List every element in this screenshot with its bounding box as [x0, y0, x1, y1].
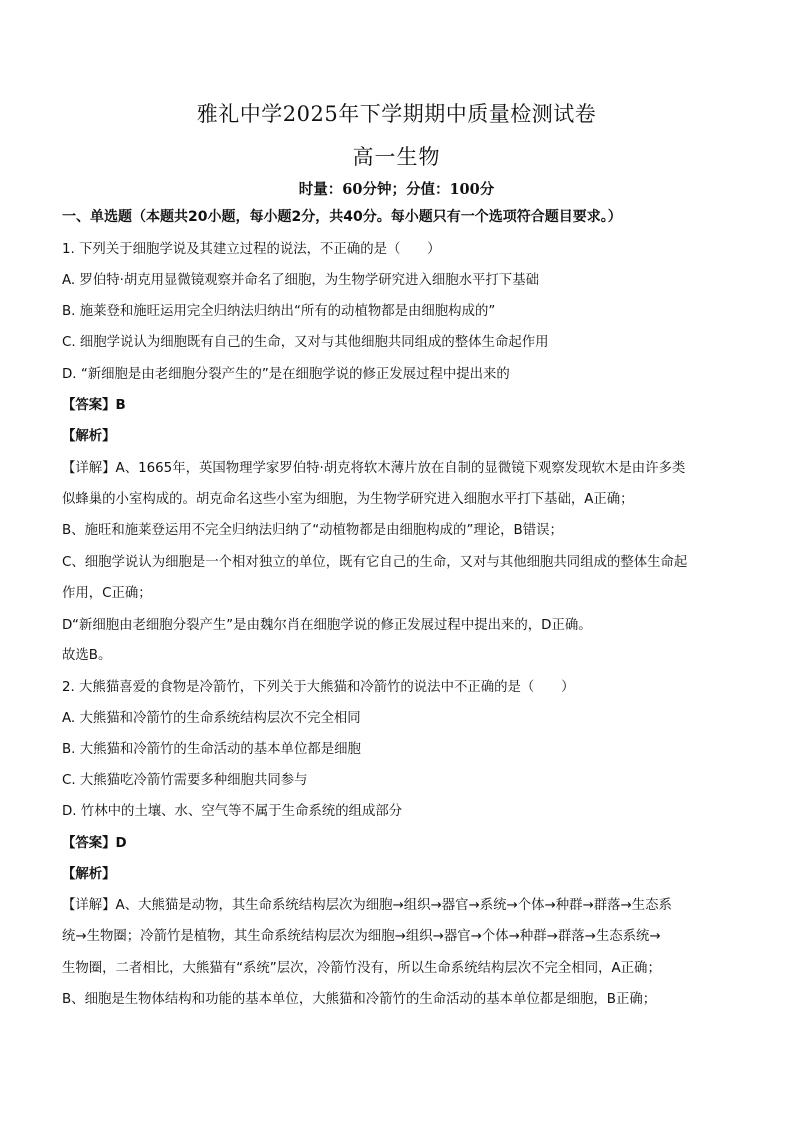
- time-score-line: 时量：60分钟；分值：100分: [298, 181, 495, 198]
- question-1-conclusion: 故选B。: [62, 648, 112, 663]
- question-1-option-b: B. 施莱登和施旺运用完全归纳法归纳出“所有的动植物都是由细胞构成的”: [62, 304, 496, 319]
- question-2-detail: 【详解】A、大熊猫是动物，其生命系统结构层次为细胞→组织→器官→系统→个体→种群→群落→生态系: [62, 898, 672, 913]
- question-2-stem: 2. 大熊猫喜爱的食物是冷箭竹，下列关于大熊猫和冷箭竹的说法中不正确的是（ ）: [62, 680, 575, 695]
- question-1-answer: 【答案】B: [62, 398, 126, 413]
- question-1-detail: B、施旺和施莱登运用不完全归纳法归纳了“动植物都是由细胞构成的”理论，B错误；: [62, 523, 563, 538]
- question-1-analysis: 【解析】: [62, 429, 116, 444]
- question-1-option-c: C. 细胞学说认为细胞既有自己的生命，又对与其他细胞共同组成的整体生命起作用: [62, 335, 549, 350]
- question-1-option-d: D. “新细胞是由老细胞分裂产生的”是在细胞学说的修正发展过程中提出来的: [62, 367, 510, 382]
- question-1-detail: 作用，C正确；: [62, 586, 152, 601]
- subject-title: 高一生物: [352, 145, 441, 169]
- question-2-option-c: C. 大熊猫吃冷箭竹需要多种细胞共同参与: [62, 773, 308, 788]
- exam-title: 雅礼中学2025年下学期期中质量检测试卷: [196, 102, 597, 126]
- question-1-detail: 似蜂巢的小室构成的。胡克命名这些小室为细胞，为生物学研究进入细胞水平打下基础，A正确；: [62, 492, 634, 507]
- question-2-detail: 生物圈，二者相比，大熊猫有“系统”层次，冷箭竹没有，所以生命系统结构层次不完全相同，A正确；: [62, 961, 661, 976]
- question-2-option-d: D. 竹林中的土壤、水、空气等不属于生命系统的组成部分: [62, 804, 403, 819]
- question-1-option-a: A. 罗伯特·胡克用显微镜观察并命名了细胞，为生物学研究进入细胞水平打下基础: [62, 273, 539, 288]
- question-2-option-a: A. 大熊猫和冷箭竹的生命系统结构层次不完全相同: [62, 711, 361, 726]
- section-heading: 一、单选题（本题共20小题，每小题2分，共40分。每小题只有一个选项符合题目要求。）: [62, 209, 622, 225]
- question-2-detail: 统→生物圈；冷箭竹是植物，其生命系统结构层次为细胞→组织→器官→个体→种群→群落→生态系统→: [62, 929, 661, 944]
- question-2-detail: B、细胞是生物体结构和功能的基本单位，大熊猫和冷箭竹的生命活动的基本单位都是细胞，B正确；: [62, 992, 657, 1007]
- question-1-detail: C、细胞学说认为细胞是一个相对独立的单位，既有它自己的生命，又对与其他细胞共同组成的整体生命起: [62, 555, 688, 570]
- question-1-detail: 【详解】A、1665年，英国物理学家罗伯特·胡克将软木薄片放在自制的显微镜下观察发现软木是由许多类: [62, 461, 686, 476]
- question-2-answer: 【答案】D: [62, 836, 127, 851]
- question-1-stem: 1. 下列关于细胞学说及其建立过程的说法，不正确的是（ ）: [62, 242, 441, 257]
- question-2-analysis: 【解析】: [62, 867, 116, 882]
- question-1-detail: D“新细胞由老细胞分裂产生”是由魏尔肖在细胞学说的修正发展过程中提出来的，D正确。: [62, 618, 592, 633]
- question-2-option-b: B. 大熊猫和冷箭竹的生命活动的基本单位都是细胞: [62, 742, 361, 757]
